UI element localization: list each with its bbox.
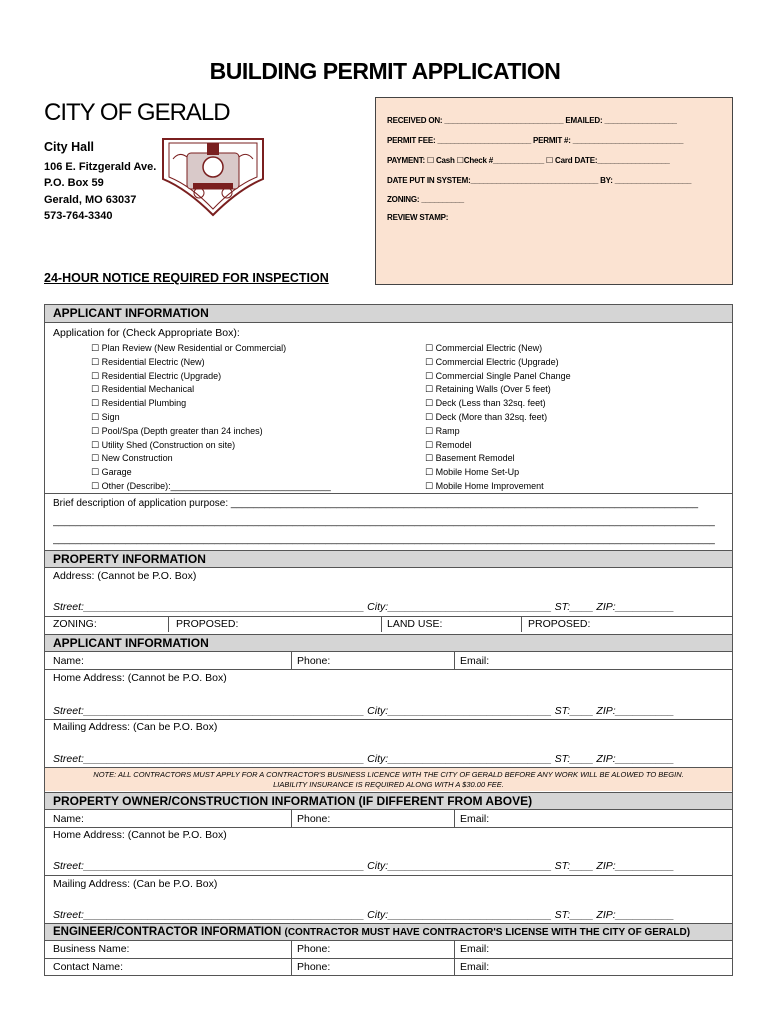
city-hall-label: City Hall	[44, 140, 95, 154]
checkbox-option[interactable]: ☐ Ramp	[425, 425, 460, 436]
brief-description-field[interactable]: Brief description of application purpose: ____________________________________________________________________________________	[53, 498, 699, 509]
po-box-line: P.O. Box 59	[44, 177, 104, 189]
checkbox-option[interactable]: ☐ Mobile Home Improvement	[425, 480, 544, 491]
checkbox-option[interactable]: ☐ Deck (Less than 32sq. feet)	[425, 398, 546, 409]
engineer-contractor-header	[45, 923, 732, 941]
city-seal-logo	[159, 129, 267, 217]
owner-home-address-label: Home Address: (Cannot be P.O. Box)	[53, 829, 227, 841]
city-state-line: Gerald, MO 63037	[44, 193, 137, 206]
checkbox-option[interactable]: ☐ Mobile Home Set-Up	[425, 467, 520, 478]
owner-mailing-street-field[interactable]: Street:________________________________________________ City:____________________________ ST:____ ZIP:__________	[53, 909, 675, 921]
owner-phone-field[interactable]: Phone:	[297, 813, 331, 825]
business-name-field[interactable]: Business Name:	[53, 943, 130, 955]
applicant-email-field[interactable]: Email:	[460, 655, 490, 667]
applicant-mailing-street-field[interactable]: Street:________________________________________________ City:____________________________ ST:____ ZIP:__________	[53, 753, 675, 765]
applicant-name-field[interactable]: Name:	[53, 655, 84, 667]
contractor-license-note	[45, 767, 732, 791]
owner-email-field[interactable]: Email:	[460, 813, 490, 825]
checkbox-option[interactable]: ☐ Residential Electric (Upgrade)	[91, 370, 222, 381]
checkbox-option[interactable]: ☐ Remodel	[425, 439, 472, 450]
contact-name-field[interactable]: Contact Name:	[53, 961, 124, 973]
proposed-zoning-cell[interactable]: PROPOSED:	[176, 618, 239, 630]
received-on-field[interactable]: RECEIVED ON: ____________________________ EMAILED: _________________	[387, 116, 677, 125]
checkbox-option[interactable]: ☐ Deck (More than 32sq. feet)	[425, 411, 548, 422]
applicant-contact-header: APPLICANT INFORMATION	[45, 634, 732, 652]
contact-phone-field[interactable]: Phone:	[297, 961, 331, 973]
business-email-field[interactable]: Email:	[460, 943, 490, 955]
owner-mailing-address-label: Mailing Address: (Can be P.O. Box)	[53, 878, 218, 890]
permit-form	[44, 304, 733, 976]
owner-home-street-field[interactable]: Street:________________________________________________ City:____________________________ ST:____ ZIP:__________	[53, 860, 675, 872]
brief-description-line-3[interactable]: _______________________________________________________________________________________________________________________	[53, 534, 715, 545]
property-info-header: PROPERTY INFORMATION	[45, 550, 732, 568]
street-line: 106 E. Fitzgerald Ave.	[44, 160, 157, 173]
checkbox-option[interactable]: ☐ Retaining Walls (Over 5 feet)	[425, 384, 551, 395]
note-line-2: LIABILITY INSURANCE IS REQUIRED ALONG WITH A $30.00 FEE.	[273, 780, 504, 789]
business-phone-field[interactable]: Phone:	[297, 943, 331, 955]
land-use-cell[interactable]: LAND USE:	[387, 618, 443, 630]
zoning-cell[interactable]: ZONING:	[53, 618, 97, 630]
checkbox-option[interactable]: ☐ New Construction	[91, 453, 173, 464]
checkbox-option[interactable]: ☐ Sign	[91, 411, 120, 422]
owner-name-field[interactable]: Name:	[53, 813, 84, 825]
property-street-field[interactable]: Street:________________________________________________ City:____________________________ ST:____ ZIP:__________	[53, 601, 675, 613]
brief-description-line-2[interactable]: _______________________________________________________________________________________________________________________	[53, 516, 715, 527]
phone-line: 573-764-3340	[44, 210, 113, 222]
review-stamp-label: REVIEW STAMP:	[387, 213, 449, 222]
checkbox-option[interactable]: ☐ Utility Shed (Construction on site)	[91, 439, 236, 450]
payment-field[interactable]: PAYMENT: ☐ Cash ☐Check #____________ ☐ Card DATE:_________________	[387, 156, 670, 165]
checkbox-option[interactable]: ☐ Residential Plumbing	[91, 398, 187, 409]
checkbox-option[interactable]: ☐ Other (Describe):________________________________	[91, 480, 331, 491]
city-name: CITY OF GERALD	[44, 99, 230, 126]
applicant-mailing-address-label: Mailing Address: (Can be P.O. Box)	[53, 721, 218, 733]
inspection-notice: 24-HOUR NOTICE REQUIRED FOR INSPECTION	[44, 271, 329, 285]
checkbox-option[interactable]: ☐ Commercial Electric (Upgrade)	[425, 356, 559, 367]
zoning-field[interactable]: ZONING: __________	[387, 195, 464, 204]
checkbox-option[interactable]: ☐ Basement Remodel	[425, 453, 515, 464]
checkbox-option[interactable]: ☐ Garage	[91, 467, 132, 478]
checkbox-option[interactable]: ☐ Plan Review (New Residential or Commercial)	[91, 343, 287, 353]
page-title: BUILDING PERMIT APPLICATION	[209, 58, 561, 84]
permit-fee-field[interactable]: PERMIT FEE: ______________________ PERMIT #: __________________________	[387, 136, 684, 145]
date-in-system-field[interactable]: DATE PUT IN SYSTEM:______________________________ BY: __________________	[387, 176, 692, 185]
contact-email-field[interactable]: Email:	[460, 961, 490, 973]
proposed-land-use-cell[interactable]: PROPOSED:	[528, 618, 591, 630]
applicant-phone-field[interactable]: Phone:	[297, 655, 331, 667]
checkbox-option[interactable]: ☐ Pool/Spa (Depth greater than 24 inches)	[91, 425, 263, 436]
checkbox-list-right	[425, 342, 571, 494]
checkbox-option[interactable]: ☐ Commercial Electric (New)	[425, 343, 543, 353]
checkbox-list-left	[91, 342, 331, 494]
property-address-label: Address: (Cannot be P.O. Box)	[53, 570, 197, 582]
checkbox-option[interactable]: ☐ Residential Electric (New)	[91, 356, 205, 367]
checkbox-option[interactable]: ☐ Commercial Single Panel Change	[425, 370, 571, 381]
applicant-home-street-field[interactable]: Street:________________________________________________ City:____________________________ ST:____ ZIP:__________	[53, 705, 675, 717]
note-line-1: NOTE: ALL CONTRACTORS MUST APPLY FOR A CONTRACTOR'S BUSINESS LICENCE WITH THE CITY OF GERALD BEFORE ANY WORK WILL BE ALOWED TO BEGIN.	[93, 770, 684, 779]
engineer-header-note: (CONTRACTOR MUST HAVE CONTRACTOR'S LICENSE WITH THE CITY OF GERALD)	[284, 927, 691, 938]
application-for-label: Application for (Check Appropriate Box):	[53, 327, 240, 339]
applicant-info-header: APPLICANT INFORMATION	[45, 305, 732, 323]
checkbox-option[interactable]: ☐ Residential Mechanical	[91, 384, 195, 395]
property-owner-header: PROPERTY OWNER/CONSTRUCTION INFORMATION (IF DIFFERENT FROM ABOVE)	[45, 792, 732, 810]
applicant-home-address-label: Home Address: (Cannot be P.O. Box)	[53, 672, 227, 684]
office-use-box	[375, 97, 733, 285]
city-hall-address	[44, 139, 156, 225]
engineer-header-title: ENGINEER/CONTRACTOR INFORMATION	[53, 926, 282, 938]
